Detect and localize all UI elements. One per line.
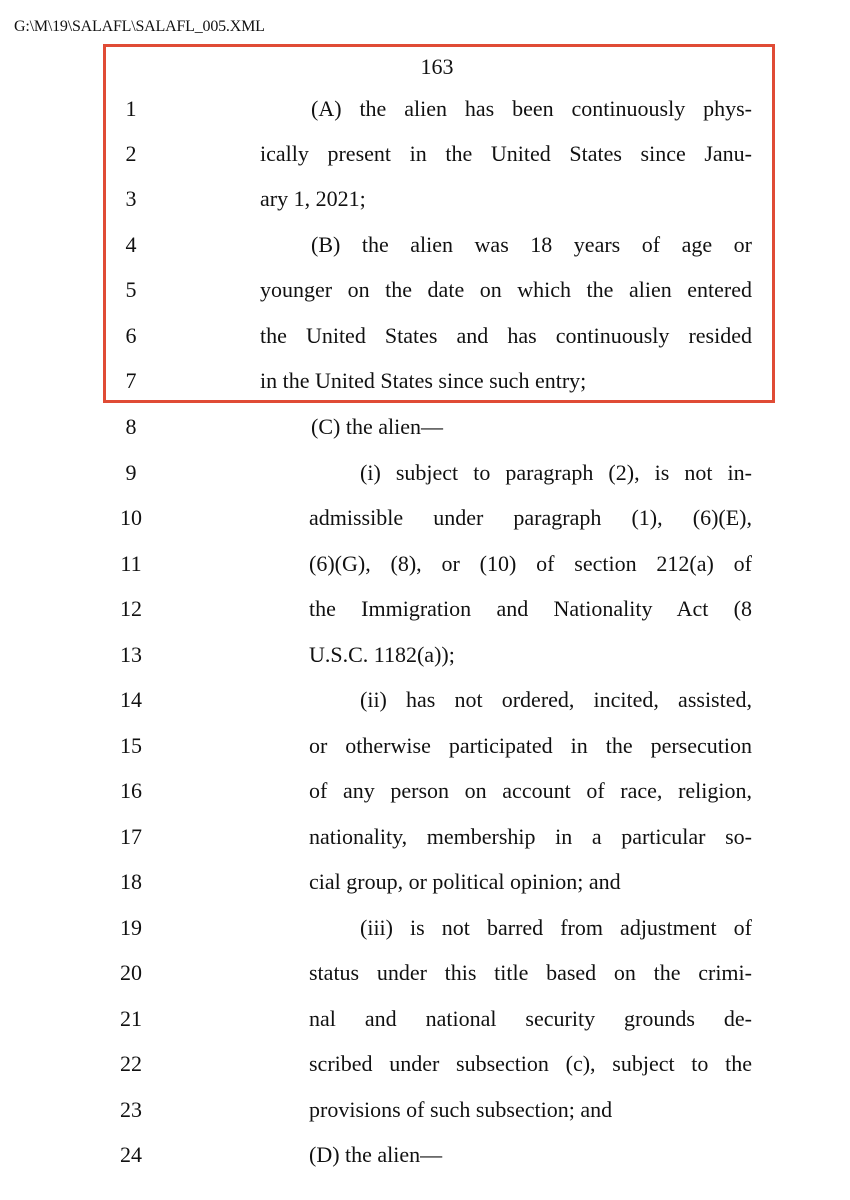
document-line [0,179,850,219]
line-text: U.S.C. 1182(a)); [309,642,455,667]
document-line [0,498,850,538]
document-line [0,1090,850,1130]
file-path-header: G:\M\19\SALAFL\SALAFL_005.XML [14,18,265,35]
document-line [0,361,850,401]
line-number: 18 [120,869,142,894]
line-text: provisions of such subsection; and [309,1097,613,1122]
line-number: 5 [125,277,137,302]
document-line [0,270,850,310]
document-line [0,134,850,174]
line-number: 20 [120,960,142,985]
line-text: of any person on account of race, religion, [309,778,752,803]
document-line [0,726,850,766]
line-number: 2 [125,141,137,166]
line-number: 8 [125,414,137,439]
line-text: (C) the alien— [311,414,443,439]
document-line [0,89,850,129]
line-text: cial group, or political opinion; and [309,869,621,894]
document-line [0,908,850,948]
line-number: 14 [120,687,142,712]
document-line [0,1135,850,1175]
line-text: younger on the date on which the alien entered [260,277,752,302]
document-line [0,862,850,902]
line-number: 21 [120,1006,142,1031]
line-number: 9 [125,460,137,485]
line-text: (B) the alien was 18 years of age or [311,232,752,257]
line-text: the United States and has continuously resided [260,323,752,348]
document-line [0,225,850,265]
document-line [0,316,850,356]
line-text: scribed under subsection (c), subject to the [309,1051,752,1076]
document-line [0,771,850,811]
document-line [0,953,850,993]
line-number: 4 [125,232,137,257]
line-number: 23 [120,1097,142,1122]
document-line [0,407,850,447]
line-text: ically present in the United States since Janu- [260,141,752,166]
line-number: 12 [120,596,142,621]
line-number: 15 [120,733,142,758]
line-number: 19 [120,915,142,940]
line-text: (D) the alien— [309,1142,443,1167]
line-text: ary 1, 2021; [260,186,366,211]
document-line [0,589,850,629]
line-number: 7 [125,368,137,393]
line-text: (A) the alien has been continuously phys- [311,96,752,121]
line-number: 6 [125,323,137,348]
line-number: 3 [125,186,137,211]
line-number: 17 [120,824,142,849]
document-line [0,1044,850,1084]
line-number: 22 [120,1051,142,1076]
line-text: nal and national security grounds de- [309,1006,752,1031]
line-text: or otherwise participated in the persecution [309,733,752,758]
line-text: (6)(G), (8), or (10) of section 212(a) of [309,551,752,576]
line-text: in the United States since such entry; [260,368,587,393]
line-text: (ii) has not ordered, incited, assisted, [360,687,752,712]
line-number: 1 [125,96,137,121]
document-line [0,453,850,493]
line-number: 24 [120,1142,142,1167]
line-text: admissible under paragraph (1), (6)(E), [309,505,752,530]
line-number: 11 [120,551,142,576]
page-number: 163 [420,54,454,79]
document-line [0,680,850,720]
line-text: status under this title based on the crimi- [309,960,752,985]
document-line [0,544,850,584]
line-text: (i) subject to paragraph (2), is not in- [360,460,752,485]
document-line [0,999,850,1039]
line-number: 13 [120,642,142,667]
line-text: nationality, membership in a particular so- [309,824,752,849]
document-line [0,817,850,857]
line-number: 10 [120,505,142,530]
document-line [0,635,850,675]
line-text: the Immigration and Nationality Act (8 [309,596,752,621]
line-text: (iii) is not barred from adjustment of [360,915,752,940]
line-number: 16 [120,778,142,803]
